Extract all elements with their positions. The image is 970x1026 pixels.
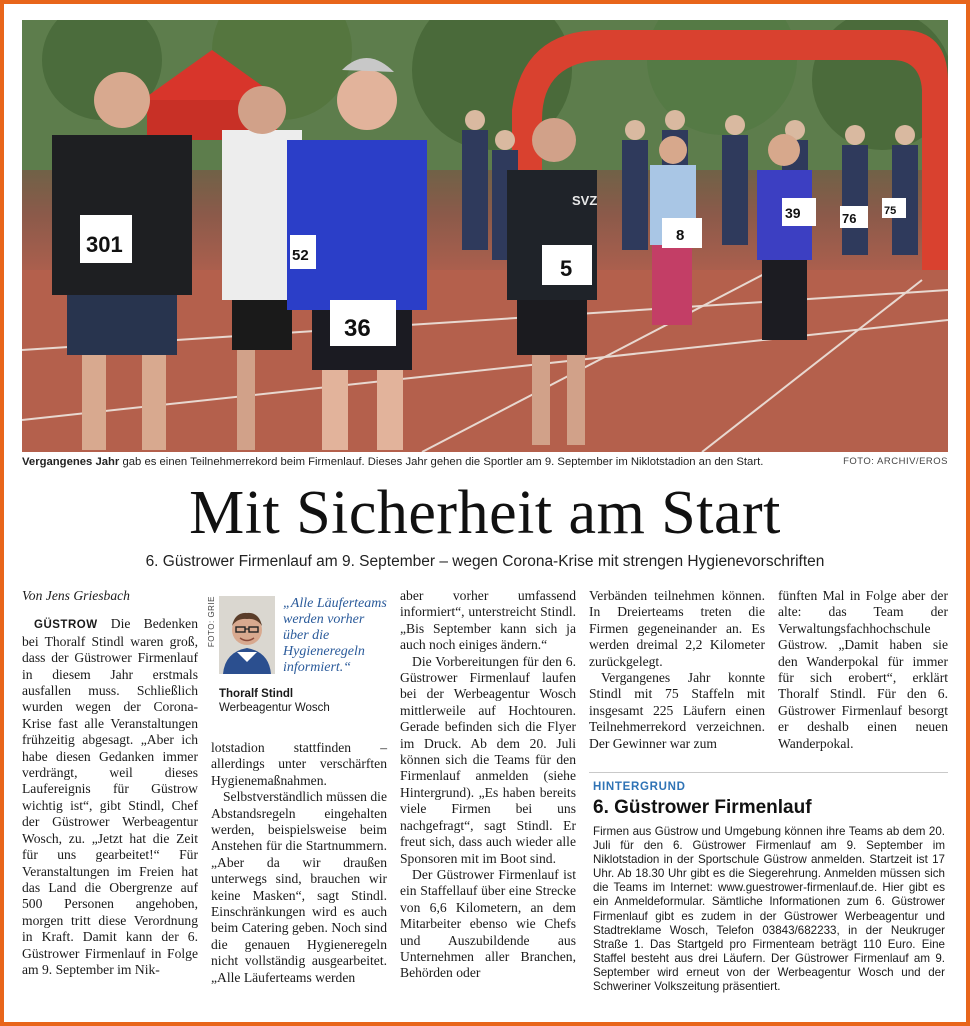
subheadline: 6. Güstrower Firmenlauf am 9. September – wegen Corona-Krise mit strengen Hygienevorschriften [145,553,825,570]
pull-quote: „Alle Läuferteams werden vorher über die Hygieneregeln informiert.“ [283,596,387,675]
background-info-box [589,772,948,1009]
dateline: GÜSTROW [34,619,98,632]
bib-8: 8 [676,227,685,244]
shirt-text-svz: SVZ [572,193,598,208]
column-2 [211,740,387,986]
photo-credit: FOTO: ARCHIV/EROS [843,456,948,467]
col2-paragraph-1: lotstadion stattfinden – allerdings unter verschärften Hygienemaßnahmen. [211,740,387,788]
info-box-text: Firmen aus Güstrow und Umgebung können ihre Teams ab dem 20. Juli für den 6. Güstrower Firmenlauf am 9. September im Niklotstadion in der Sportschule Güstrow anmelden. Startzeit ist 17 Uhr. Ab 18.30 Uhr gibt es die Siegerehrung. Anmelden müssen sich die Teams im Internet: www.guestrower-firmenlauf.de. Hier gibt es ein Anmeldeformular. Sämtliche Informationen zum 6. Güstrower Firmenlauf gibt es zudem in der Güstrower Werbeagentur und Stadtreklame Wosch, Telefon 03843/682233, in der Neukruger Straße 1. Das Startgeld pro Firmenteam beträgt 110 Euro. Eine Staffel besteht aus drei Läufern. Der Güstrower Firmenlauf am 9. September wird erneut von der Werbeagentur Wosch und der Schweriner Volkszeitung präsentiert. [593,825,945,994]
bib-5: 5 [560,256,573,281]
info-box-label: HINTERGRUND [593,781,686,793]
col1-text: Die Bedenken bei Thoralf Stindl waren groß, dass der Güstrower Firmenlauf in diesem Jahr erstmals ausfallen muss. Schließlich wurden wegen der Corona-Krise fast alle Veranstaltungen frühzeitig abgesagt. „Aber ich habe diesen Gedanken immer verdrängt, weil dieses Laufereignis für Güstrow wichtig ist“, gibt Stindl, Chef der Güstrower Werbeagentur Wosch, zu. „Jetzt hat die Zeit für uns gearbeitet!“ Für Veranstaltungen im Freien hat das Land die Obergrenze auf 500 Personen angehoben, morgen tritt diese Verordnung in Kraft. Damit kann der 6. Güstrower Firmenlauf in Folge am 9. September im Nik- [22,616,198,977]
column-3 [400,588,576,982]
photo-caption [22,456,948,468]
col4-paragraph-2: Vergangenes Jahr konnte Stindl mit 75 Staffeln mit insgesamt 225 Läufern einen Teilnehmerrekord verzeichnen. Der Gewinner war zum [589,670,765,751]
bib-75: 75 [884,205,897,217]
headline: Mit Sicherheit am Start [189,479,781,547]
bib-52: 52 [292,247,309,264]
portrait-photo-credit: FOTO: GRIE [207,596,216,648]
column-1 [22,588,198,978]
column-4 [589,588,765,752]
race-photo [22,20,948,452]
portrait-photo [219,596,275,674]
column-5 [778,588,948,752]
caption-text: gab es einen Teilnehmerrekord beim Firmenlauf. Dieses Jahr gehen die Sportler am 9. September im Niklotstadion an den Start. [119,456,764,468]
quote-author-name: Thoralf Stindl [219,688,294,700]
col2-paragraph-2: Selbstverständlich müssen die Abstandsregeln eingehalten werden, beispielsweise beim Anstehen für die Startnummern. „Aber da wir draußen unterwegs sind, brauchen wir keine Masken“, sagt Stindl. Einschränkungen wird es auch beim Catering geben. Noch sind die genauen Hygieneregeln nicht vollständig ausgearbeitet. „Alle Läuferteams werden [211,789,387,985]
col1-paragraph-1 [22,616,198,978]
byline: Von Jens Griesbach [22,588,130,603]
runners-illustration [22,20,948,452]
quote-author-role: Werbeagentur Wosch [219,702,330,714]
bib-76: 76 [842,211,857,226]
quote-box [207,592,387,718]
col4-paragraph-1: Verbänden teilnehmen können. In Dreierteams treten die Firmen gegeneinander an. Es werden dreimal 2,2 Kilometer zurückgelegt. [589,588,765,669]
col3-paragraph-1: aber vorher umfassend informiert“, unterstreicht Stindl. „Bis September kann sich ja auch noch einiges ändern.“ [400,588,576,653]
col3-paragraph-2: Die Vorbereitungen für den 6. Güstrower Firmenlauf laufen bei der Werbeagentur Wosch mittlerweile auf Hochtouren. Gerade befinden sich die Flyer im Druck. Ab dem 20. Juli können sich die Teams für den Firmenlauf anmelden (siehe Hintergrund). „Es haben bereits viele Firmen bei uns nachgefragt“, sagt Stindl. Er freut sich, dass auch wieder alle Sponsoren mit im Boot sind. [400,653,576,866]
bib-39: 39 [785,205,801,221]
bib-36: 36 [344,315,371,342]
col5-paragraph-1: fünften Mal in Folge aber der alte: das Team der Verwaltungsfachhochschule Güstrow. „Damit haben sie den Wanderpokal für immer für sich erobert“, erklärt Thoralf Stindl. Für den 6. Güstrower Firmenlauf besorgt er deshalb einen neuen Wanderpokal. [778,588,948,751]
caption-lead: Vergangenes Jahr [22,456,120,468]
bib-301: 301 [86,232,123,257]
portrait-illustration [219,596,275,674]
info-box-title: 6. Güstrower Firmenlauf [593,797,812,818]
col3-paragraph-3: Der Güstrower Firmenlauf ist ein Staffellauf über eine Strecke von 6,6 Kilometern, an dem Mitarbeiter ebenso wie Chefs und Auszubildende aus Unternehmen aller Branchen, Behörden oder [400,866,576,981]
